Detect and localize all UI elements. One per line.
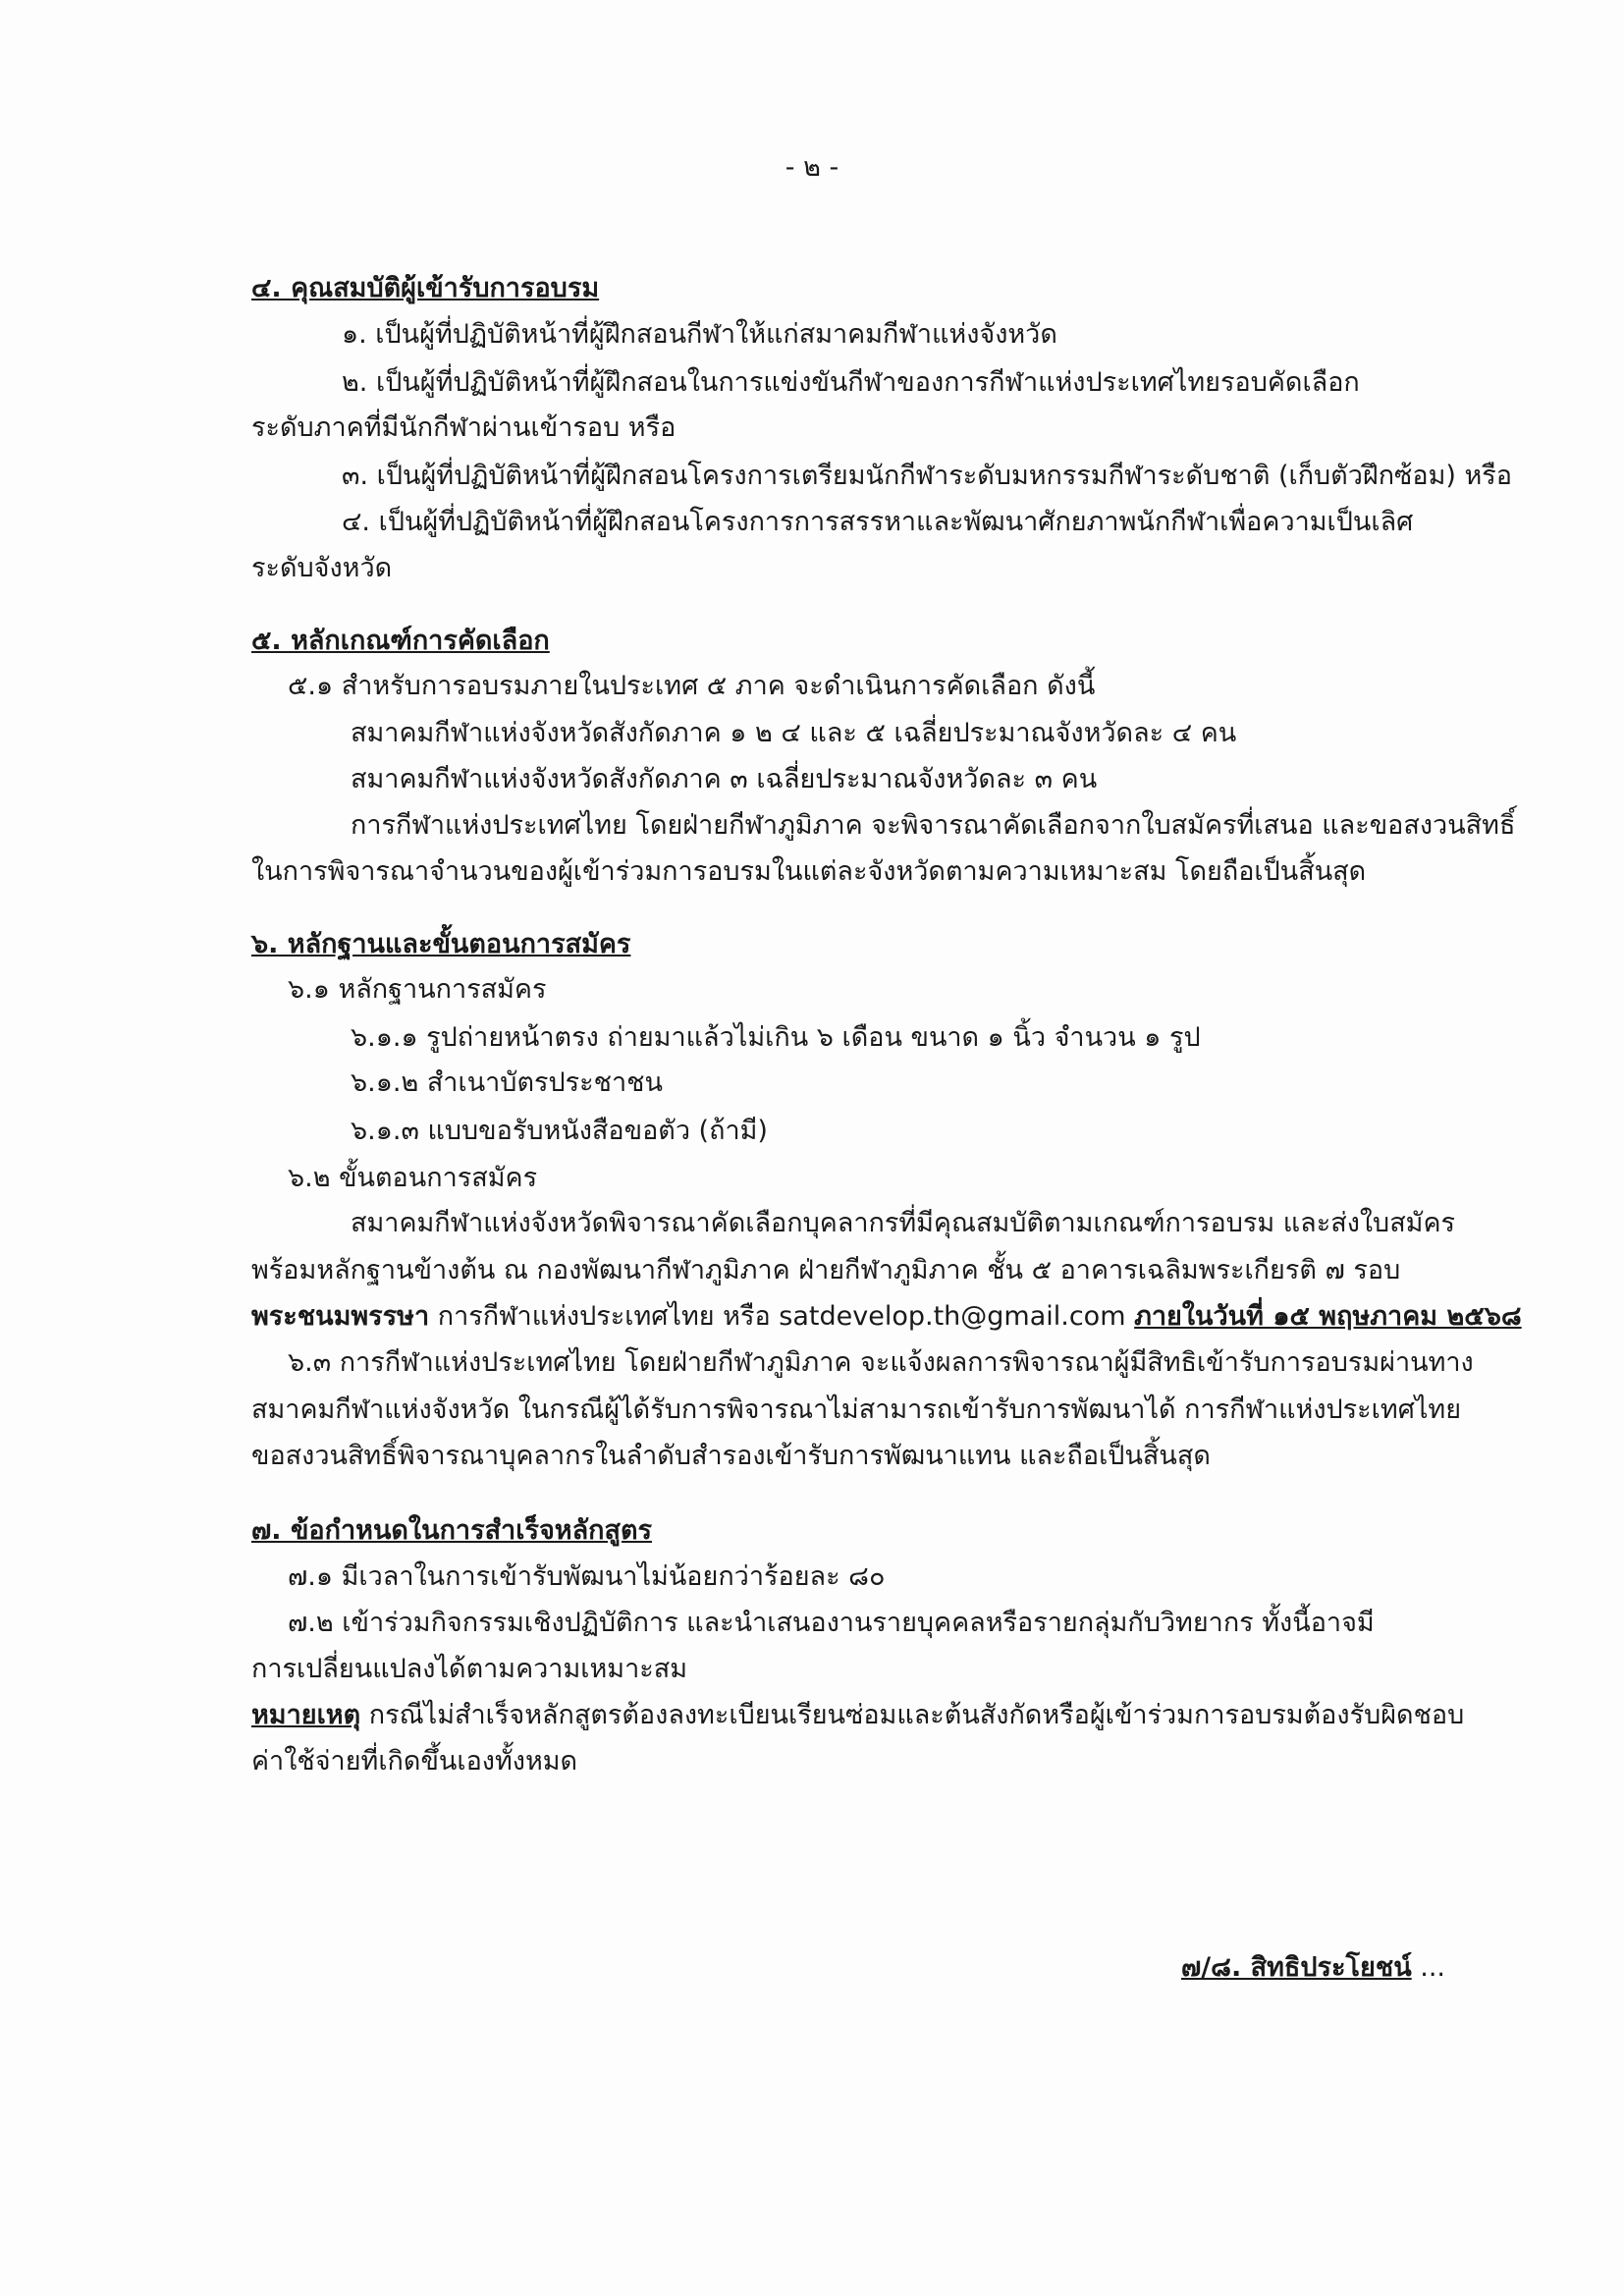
sec6-3-line-1: ๖.๓ การกีฬาแห่งประเทศไทย โดยฝ่ายกีฬาภูมิภาค จะแจ้งผลการพิจารณาผู้มีสิทธิเข้ารับการอบรมผ่านทาง bbox=[288, 1347, 1474, 1378]
sec6-1-title: ๖.๑ หลักฐานการสมัคร bbox=[288, 974, 547, 1005]
section-6-heading: ๖. หลักฐานและขั้นตอนการสมัคร bbox=[251, 929, 631, 959]
note-label: หมายเหตุ bbox=[251, 1700, 361, 1730]
sec6-3-line-2: สมาคมกีฬาแห่งจังหวัด ในกรณีผู้ได้รับการพิจารณาไม่สามารถเข้ารับการพัฒนาได้ การกีฬาแห่งประเทศไทย bbox=[251, 1394, 1462, 1425]
sec4-item-4-line-1: ๔. เป็นผู้ที่ปฏิบัติหน้าที่ผู้ฝึกสอนโครงการการสรรหาและพัฒนาศักยภาพนักกีฬาเพื่อความเป็นเลิศ bbox=[342, 507, 1414, 537]
sec4-item-4-line-2: ระดับจังหวัด bbox=[251, 553, 393, 583]
sec6-2-bold-text: พระชนมพรรษา bbox=[251, 1301, 430, 1332]
sec7-1: ๗.๑ มีเวลาในการเข้ารับพัฒนาไม่น้อยกว่าร้อยละ ๘๐ bbox=[288, 1561, 886, 1592]
sec6-3-line-3: ขอสงวนสิทธิ์พิจารณาบุคลากรในลำดับสำรองเข้ารับการพัฒนาแทน และถือเป็นสิ้นสุด bbox=[251, 1441, 1211, 1471]
section-5-heading: ๕. หลักเกณฑ์การคัดเลือก bbox=[251, 626, 550, 656]
section-4-heading: ๔. คุณสมบัติผู้เข้ารับการอบรม bbox=[251, 273, 600, 303]
section-7-heading: ๗. ข้อกำหนดในการสำเร็จหลักสูตร bbox=[251, 1515, 652, 1546]
sec6-2-line-3 bbox=[251, 1299, 1522, 1335]
sec4-item-2-line-1: ๒. เป็นผู้ที่ปฏิบัติหน้าที่ผู้ฝึกสอนในการแข่งขันกีฬาของการกีฬาแห่งประเทศไทยรอบคัดเลือก bbox=[342, 367, 1360, 398]
sec7-2-line-2: การเปลี่ยนแปลงได้ตามความเหมาะสม bbox=[251, 1654, 688, 1684]
sec5-paragraph-line-2: ในการพิจารณาจำนวนของผู้เข้าร่วมการอบรมในแต่ละจังหวัดตามความเหมาะสม โดยถือเป็นสิ้นสุด bbox=[251, 856, 1367, 887]
note-line-1 bbox=[251, 1698, 1464, 1733]
next-section-label: ๗/๘. สิทธิประโยชน์ bbox=[1181, 1952, 1412, 1983]
page-number: - ๒ - bbox=[785, 152, 839, 183]
sec6-2-line-1: สมาคมกีฬาแห่งจังหวัดพิจารณาคัดเลือกบุคลากรที่มีคุณสมบัติตามเกณฑ์การอบรม และส่งใบสมัคร bbox=[351, 1208, 1456, 1238]
sec6-2-contact-text: การกีฬาแห่งประเทศไทย หรือ satdevelop.th@gmail.com bbox=[429, 1301, 1135, 1332]
sec6-2-title: ๖.๒ ขั้นตอนการสมัคร bbox=[288, 1163, 538, 1193]
continuation-ellipsis: ... bbox=[1411, 1952, 1445, 1983]
sec6-1-2: ๖.๑.๒ สำเนาบัตรประชาชน bbox=[351, 1067, 663, 1098]
sec5-region-line-2: สมาคมกีฬาแห่งจังหวัดสังกัดภาค ๓ เฉลี่ยประมาณจังหวัดละ ๓ คน bbox=[351, 764, 1098, 794]
note-text: กรณีไม่สำเร็จหลักสูตรต้องลงทะเบียนเรียนซ่อมและต้นสังกัดหรือผู้เข้าร่วมการอบรมต้องรับผิดชอบ bbox=[360, 1700, 1465, 1730]
sec4-item-2-line-2: ระดับภาคที่มีนักกีฬาผ่านเข้ารอบ หรือ bbox=[251, 412, 677, 443]
sec6-2-line-2: พร้อมหลักฐานข้างต้น ณ กองพัฒนากีฬาภูมิภาค ฝ่ายกีฬาภูมิภาค ชั้น ๕ อาคารเฉลิมพระเกียรติ ๗ รอบ bbox=[251, 1255, 1401, 1285]
sec6-1-1: ๖.๑.๑ รูปถ่ายหน้าตรง ถ่ายมาแล้วไม่เกิน ๖ เดือน ขนาด ๑ นิ้ว จำนวน ๑ รูป bbox=[351, 1022, 1201, 1053]
sec5-item-1: ๕.๑ สำหรับการอบรมภายในประเทศ ๕ ภาค จะดำเนินการคัดเลือก ดังนี้ bbox=[288, 671, 1096, 701]
sec4-item-3: ๓. เป็นผู้ที่ปฏิบัติหน้าที่ผู้ฝึกสอนโครงการเตรียมนักกีฬาระดับมหกรรมกีฬาระดับชาติ (เก็บตัวฝึกซ้อม) หรือ bbox=[342, 461, 1513, 491]
sec6-1-3: ๖.๑.๓ แบบขอรับหนังสือขอตัว (ถ้ามี) bbox=[351, 1116, 768, 1146]
note-line-2: ค่าใช้จ่ายที่เกิดขึ้นเองทั้งหมด bbox=[251, 1746, 578, 1777]
sec7-2-line-1: ๗.๒ เข้าร่วมกิจกรรมเชิงปฏิบัติการ และนำเสนองานรายบุคคลหรือรายกลุ่มกับวิทยากร ทั้งนี้อาจมี bbox=[288, 1608, 1375, 1638]
next-page-reference bbox=[1181, 1950, 1445, 1986]
sec5-region-line-1: สมาคมกีฬาแห่งจังหวัดสังกัดภาค ๑ ๒ ๔ และ ๕ เฉลี่ยประมาณจังหวัดละ ๔ คน bbox=[351, 718, 1237, 748]
sec4-item-1: ๑. เป็นผู้ที่ปฏิบัติหน้าที่ผู้ฝึกสอนกีฬาให้แก่สมาคมกีฬาแห่งจังหวัด bbox=[342, 319, 1057, 350]
deadline-text: ภายในวันที่ ๑๕ พฤษภาคม ๒๕๖๘ bbox=[1134, 1301, 1522, 1332]
sec5-paragraph-line-1: การกีฬาแห่งประเทศไทย โดยฝ่ายกีฬาภูมิภาค จะพิจารณาคัดเลือกจากใบสมัครที่เสนอ และขอสงวนสิทธิ์ bbox=[351, 810, 1516, 841]
